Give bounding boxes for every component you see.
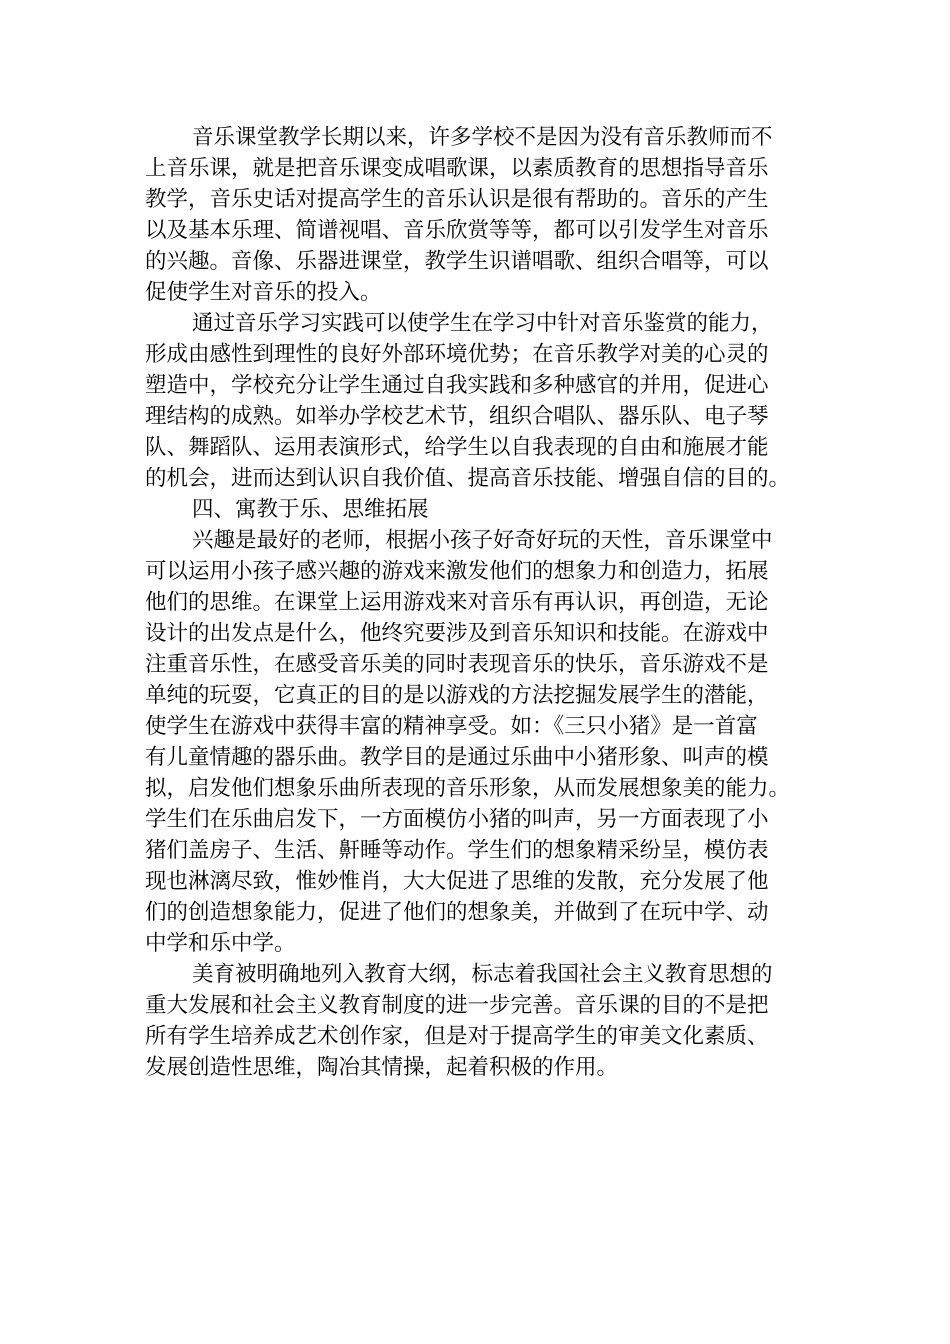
paragraph-line: 现也淋漓尽致，惟妙惟肖，大大促进了思维的发散，充分发展了他 [145, 869, 769, 894]
paragraph-line: 的兴趣。音像、乐器进课堂，教学生识谱唱歌、组织合唱等，可以 [145, 249, 769, 274]
paragraph-line: 通过音乐学习实践可以使学生在学习中针对音乐鉴赏的能力， [192, 311, 773, 336]
paragraph-line: 设计的出发点是什么，他终究要涉及到音乐知识和技能。在游戏中 [145, 621, 769, 646]
paragraph-1 [145, 122, 810, 308]
paragraph-line: 中学和乐中学。 [145, 931, 296, 956]
paragraph-line: 教学，音乐史话对提高学生的音乐认识是很有帮助的。音乐的产生 [145, 187, 769, 212]
paragraph-line: 塑造中，学校充分让学生通过自我实践和多种感官的并用，促进心 [145, 373, 769, 398]
paragraph-line: 猪们盖房子、生活、鼾睡等动作。学生们的想象精采纷呈，模仿表 [145, 838, 769, 863]
paragraph-line: 他们的思维。在课堂上运用游戏来对音乐有再认识，再创造，无论 [145, 590, 769, 615]
paragraph-line: 学生们在乐曲启发下，一方面模仿小猪的叫声，另一方面表现了小 [145, 807, 769, 832]
paragraph-line: 音乐课堂教学长期以来，许多学校不是因为没有音乐教师而不 [192, 125, 773, 150]
paragraph-line: 拟，启发他们想象乐曲所表现的音乐形象，从而发展想象美的能力。 [145, 776, 791, 801]
paragraph-line: 单纯的玩耍，它真正的目的是以游戏的方法挖掘发展学生的潜能， [145, 683, 769, 708]
paragraph-line: 上音乐课，就是把音乐课变成唱歌课，以素质教育的思想指导音乐 [145, 156, 769, 181]
document-body [145, 122, 810, 1083]
paragraph-line: 所有学生培养成艺术创作家，但是对于提高学生的审美文化素质、 [145, 1024, 769, 1049]
paragraph-line: 注重音乐性，在感受音乐美的同时表现音乐的快乐，音乐游戏不是 [145, 652, 769, 677]
paragraph-line: 理结构的成熟。如举办学校艺术节，组织合唱队、器乐队、电子琴 [145, 404, 769, 429]
paragraph-line: 有儿童情趣的器乐曲。教学目的是通过乐曲中小猪形象、叫声的模 [145, 745, 769, 770]
paragraph-line: 美育被明确地列入教育大纲，标志着我国社会主义教育思想的 [192, 962, 773, 987]
paragraph-line: 的机会，进而达到认识自我价值、提高音乐技能、增强自信的目的。 [145, 466, 791, 491]
paragraph-line: 发展创造性思维，陶冶其情操，起着积极的作用。 [145, 1055, 619, 1080]
paragraph-line: 以及基本乐理、简谱视唱、音乐欣赏等等，都可以引发学生对音乐 [145, 218, 769, 243]
paragraph-3 [145, 525, 810, 959]
paragraph-4 [145, 959, 810, 1083]
paragraph-2 [145, 308, 810, 494]
paragraph-line: 促使学生对音乐的投入。 [145, 280, 382, 305]
paragraph-line: 队、舞蹈队、运用表演形式，给学生以自我表现的自由和施展才能 [145, 435, 769, 460]
section-heading: 四、寓教于乐、思维拓展 [192, 497, 429, 522]
paragraph-line: 形成由感性到理性的良好外部环境优势；在音乐教学对美的心灵的 [145, 342, 769, 367]
paragraph-line: 重大发展和社会主义教育制度的进一步完善。音乐课的目的不是把 [145, 993, 769, 1018]
paragraph-line: 使学生在游戏中获得丰富的精神享受。如：《三只小猪》是一首富 [145, 714, 758, 739]
paragraph-line: 兴趣是最好的老师，根据小孩子好奇好玩的天性，音乐课堂中 [192, 528, 773, 553]
paragraph-line: 可以运用小孩子感兴趣的游戏来激发他们的想象力和创造力，拓展 [145, 559, 769, 584]
paragraph-line: 们的创造想象能力，促进了他们的想象美，并做到了在玩中学、动 [145, 900, 769, 925]
